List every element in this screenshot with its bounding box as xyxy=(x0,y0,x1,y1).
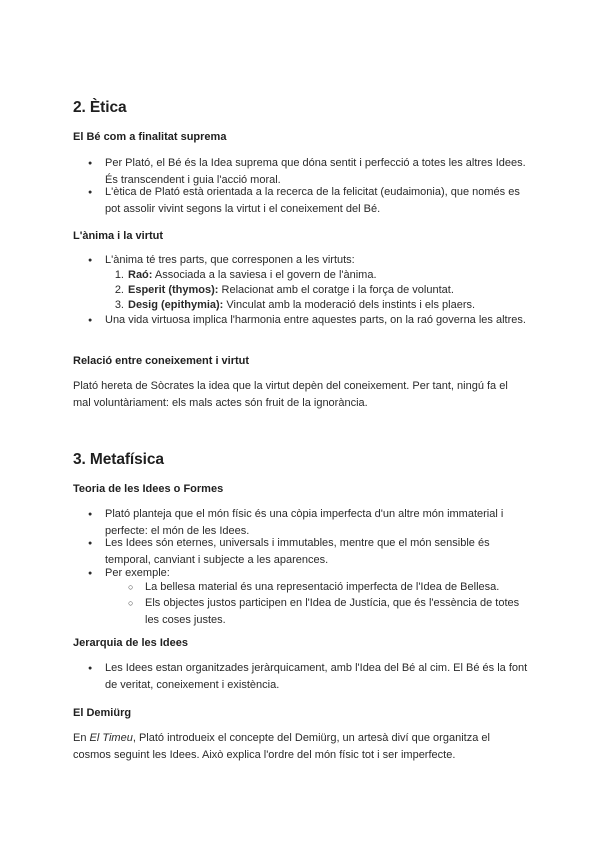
section-title-etica: 2. Ètica xyxy=(73,99,127,116)
paragraph: Plató hereta de Sòcrates la idea que la virtut depèn del coneixement. Per tant, ningú fa el mal voluntàriament: els mals actes són fruit de la ignorància. xyxy=(73,380,508,409)
subheading-jerarquia: Jerarquia de les Idees xyxy=(73,637,188,649)
subheading-coneixement-virtut: Relació entre coneixement i virtut xyxy=(73,355,250,367)
list-item: ● L'ètica de Plató està orientada a la recerca de la felicitat (eudaimonia), que només es pot assolir vivint segons la virtut i el coneixement del Bé. xyxy=(105,184,537,218)
list-item: ● Per exemple: xyxy=(105,565,537,582)
numbered-item: 3. Desig (epithymia): Vinculat amb la moderació dels instints i els plaers. xyxy=(114,299,476,311)
paragraph: En El Timeu, Plató introdueix el concepte del Demiürg, un artesà diví que organitza el cosmos seguint les Idees. Això explica l'ordre del món físic tot i ser imperfecte. xyxy=(73,732,490,761)
subheading-teoria-idees: Teoria de les Idees o Formes xyxy=(73,483,224,495)
numbered-item: 1. Raó: Associada a la saviesa i el govern de l'ànima. xyxy=(114,269,377,281)
list-item: ● Les Idees són eternes, universals i immutables, mentre que el món sensible és temporal, canviant i subjecte a les aparences. xyxy=(105,535,537,569)
list-item: ● Per Plató, el Bé és la Idea suprema que dóna sentit i perfecció a totes les altres Idees. És transcendent i guia l'acció moral. xyxy=(105,155,537,189)
subheading-anima-virtut: L'ànima i la virtut xyxy=(73,230,164,242)
sub-list-item: ○ La bellesa material és una representació imperfecta de l'Idea de Bellesa. xyxy=(145,579,535,596)
list-item: ● L'ànima té tres parts, que corresponen a les virtuts: xyxy=(105,252,537,269)
list-item: ● Plató planteja que el món físic és una còpia imperfecta d'un altre món immaterial i perfecte: el món de les Idees. xyxy=(105,506,537,540)
section-title-metafisica: 3. Metafísica xyxy=(73,451,164,468)
subheading-demiurg: El Demiürg xyxy=(73,707,132,719)
list-item: ● Una vida virtuosa implica l'harmonia entre aquestes parts, on la raó governa les altres. xyxy=(105,312,537,329)
sub-list-item: ○ Els objectes justos participen en l'Idea de Justícia, que és l'essència de totes les coses justes. xyxy=(145,595,535,629)
subheading-be-finalitat: El Bé com a finalitat suprema xyxy=(73,131,227,143)
list-item: ● Les Idees estan organitzades jeràrquicament, amb l'Idea del Bé al cim. El Bé és la font de veritat, coneixement i existència. xyxy=(105,660,537,694)
numbered-item: 2. Esperit (thymos): Relacionat amb el coratge i la força de voluntat. xyxy=(114,284,454,296)
